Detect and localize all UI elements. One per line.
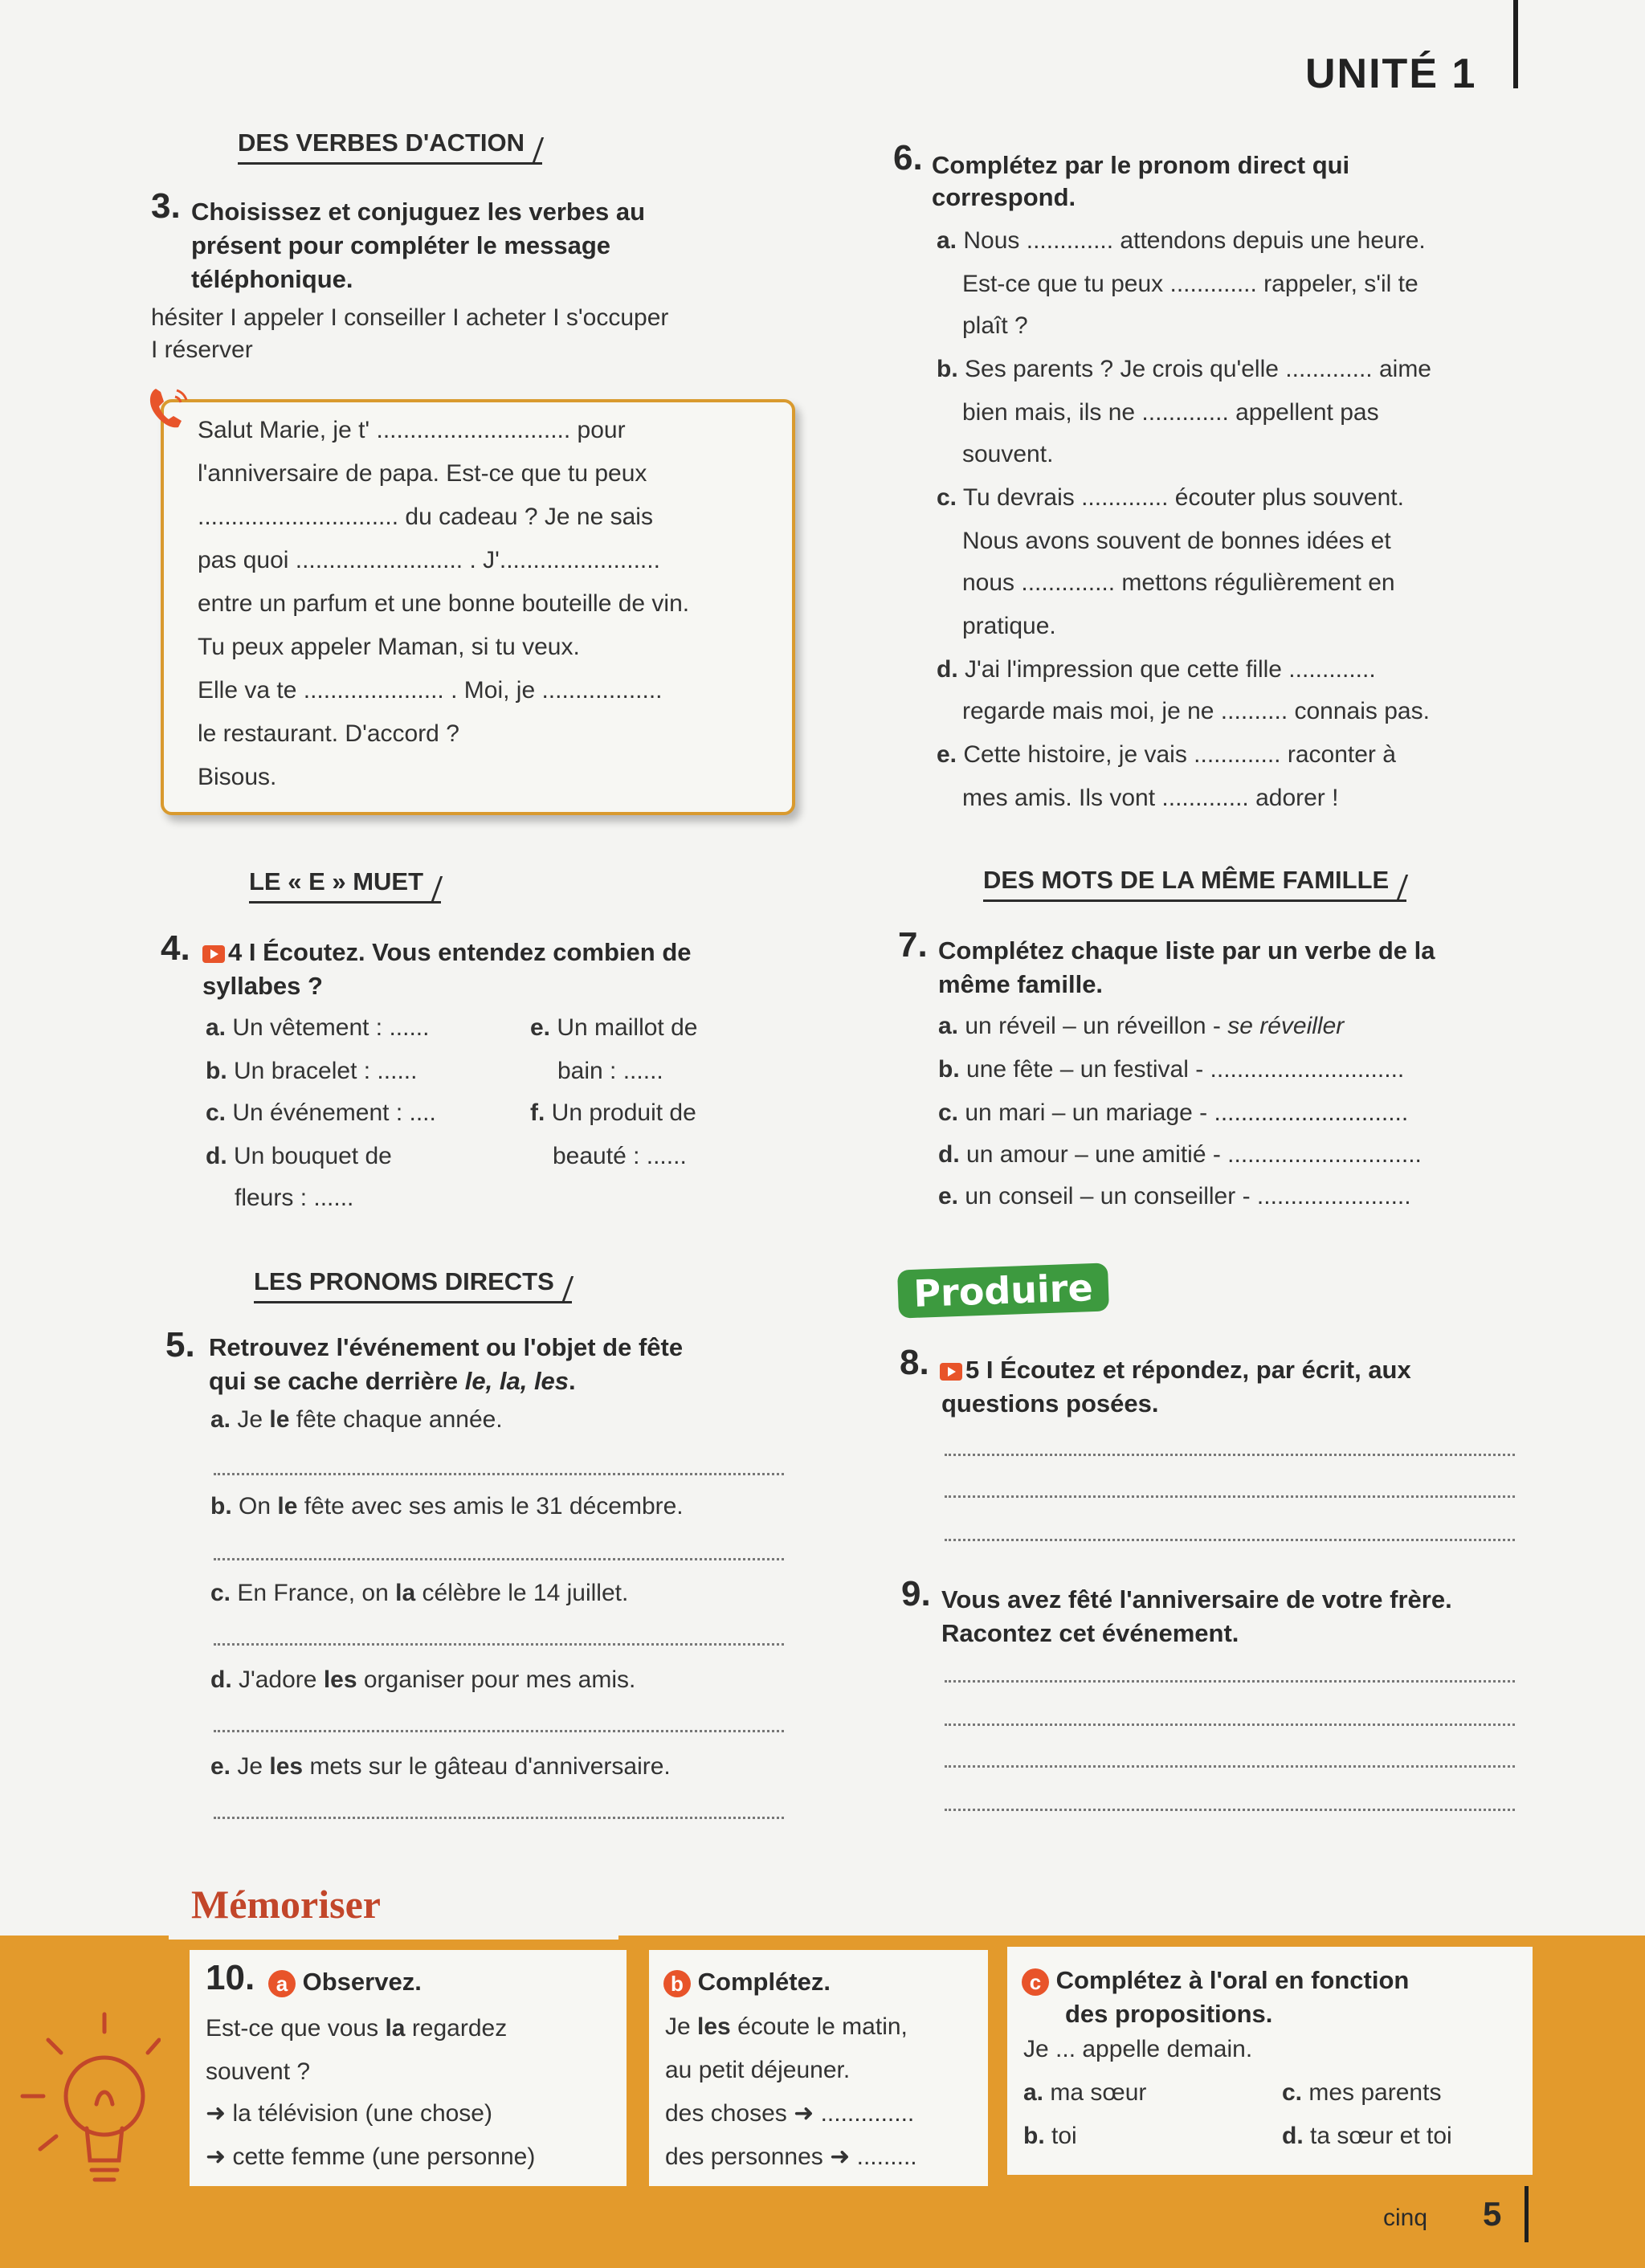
- ex6-line-4: b. Ses parents ? Je crois qu'elle ............. aime: [937, 356, 1431, 382]
- ex9-answer-line-1[interactable]: [945, 1680, 1515, 1683]
- ex4-item-c: c. Un événement : ....: [206, 1099, 436, 1126]
- badge-a: a: [268, 1970, 296, 1997]
- section-verbes-action: DES VERBES D'ACTION: [238, 128, 542, 165]
- audio-icon[interactable]: [202, 945, 225, 963]
- ex6-line-10: pratique.: [962, 613, 1056, 639]
- card-a-line-2: souvent ?: [206, 2058, 311, 2085]
- ex8-number: 8.: [900, 1343, 929, 1382]
- ex4-track: 4: [228, 938, 243, 966]
- ex6-line-14: mes amis. Ils vont ............. adorer !: [962, 785, 1339, 811]
- ex3-verbs-1: hésiter I appeler I conseiller I acheter I s'occuper: [151, 304, 669, 331]
- ex4-item-e-cont: bain : ......: [557, 1058, 663, 1084]
- audio-icon[interactable]: [940, 1363, 962, 1381]
- ex5-title-2: qui se cache derrière le, la, les.: [209, 1367, 576, 1395]
- ex9-answer-line-4[interactable]: [945, 1809, 1515, 1811]
- card-c-option-d: d. ta sœur et toi: [1282, 2123, 1452, 2149]
- ex5-answer-line-c[interactable]: [214, 1643, 784, 1646]
- ex3-title-3: téléphonique.: [191, 265, 353, 293]
- ex8-answer-line-1[interactable]: [945, 1454, 1515, 1456]
- section-meme-famille: DES MOTS DE LA MÊME FAMILLE: [983, 866, 1406, 902]
- card-b-title: b Complétez.: [663, 1964, 831, 2000]
- ex6-line-2: Est-ce que tu peux ............. rappeler, s'il te: [962, 271, 1418, 297]
- card-c-title-1: c Complétez à l'oral en fonction: [1022, 1963, 1409, 1998]
- ex8-title-2: questions posées.: [941, 1389, 1159, 1418]
- card-b-line-3: des choses ➜ ..............: [665, 2100, 915, 2127]
- card-b-line-1: Je les écoute le matin,: [665, 2013, 908, 2040]
- card-b-line-2: au petit déjeuner.: [665, 2057, 851, 2083]
- badge-c: c: [1022, 1968, 1049, 1996]
- unit-title: UNITÉ 1: [1305, 51, 1477, 97]
- ex6-number: 6.: [893, 138, 923, 177]
- ex9-answer-line-2[interactable]: [945, 1723, 1515, 1726]
- ex3-title-1: Choisissez et conjuguez les verbes au: [191, 198, 646, 226]
- ex5-number: 5.: [165, 1325, 195, 1364]
- ex7-item-a: a. un réveil – un réveillon - se réveiller: [938, 1013, 1345, 1039]
- ex8-title-text: I Écoutez et répondez, par écrit, aux: [986, 1356, 1411, 1384]
- ex5-answer-line-e[interactable]: [214, 1817, 784, 1819]
- ex5-item-d: d. J'adore les organiser pour mes amis.: [210, 1666, 636, 1693]
- ex3-verbs-2: I réserver: [151, 337, 253, 363]
- produire-badge: Produire: [897, 1262, 1109, 1318]
- ex6-title-2: correspond.: [932, 183, 1076, 211]
- ex4-item-d: d. Un bouquet de: [206, 1143, 392, 1169]
- page-word: cinq: [1383, 2205, 1428, 2231]
- section-e-muet: LE « E » MUET: [249, 867, 441, 904]
- ex4-item-f: f. Un produit de: [530, 1099, 696, 1126]
- ex4-item-b: b. Un bracelet : ......: [206, 1058, 418, 1084]
- ex8-answer-line-2[interactable]: [945, 1495, 1515, 1498]
- ex4-title-text: I Écoutez. Vous entendez combien de: [248, 938, 692, 966]
- badge-b: b: [663, 1970, 691, 1997]
- ex8-track: 5: [965, 1356, 980, 1384]
- ex4-item-a: a. Un vêtement : ......: [206, 1014, 430, 1041]
- card-a-title: a Observez.: [268, 1964, 422, 2000]
- ex3-title-2: présent pour compléter le message: [191, 231, 611, 259]
- ex10-number: 10.: [206, 1958, 255, 1997]
- ex6-line-6: souvent.: [962, 441, 1054, 467]
- ex4-item-f-cont: beauté : ......: [553, 1143, 687, 1169]
- ex4-title-2: syllabes ?: [202, 972, 323, 1000]
- ex6-line-7: c. Tu devrais ............. écouter plus souvent.: [937, 484, 1404, 511]
- ex6-line-12: regarde mais moi, je ne .......... connais pas.: [962, 698, 1430, 724]
- ex5-answer-line-a[interactable]: [214, 1473, 784, 1475]
- message-line-8: le restaurant. D'accord ?: [198, 720, 459, 747]
- card-b-line-4: des personnes ➜ .........: [665, 2144, 917, 2170]
- ex4-title-1: [202, 935, 692, 970]
- ex9-title-2: Racontez cet événement.: [941, 1619, 1239, 1647]
- ex5-answer-line-b[interactable]: [214, 1558, 784, 1560]
- ex5-title-1: Retrouvez l'événement ou l'objet de fête: [209, 1333, 684, 1361]
- ex7-title-2: même famille.: [938, 970, 1104, 998]
- card-c-option-a: a. ma sœur: [1023, 2079, 1147, 2106]
- ex7-item-c: c. un mari – un mariage - .............................: [938, 1099, 1409, 1126]
- ex5-item-b: b. On le fête avec ses amis le 31 décembre.: [210, 1493, 684, 1519]
- ex5-item-a: a. Je le fête chaque année.: [210, 1406, 503, 1433]
- message-line-2: l'anniversaire de papa. Est-ce que tu peux: [198, 460, 647, 487]
- ex6-title-1: Complétez par le pronom direct qui: [932, 151, 1350, 179]
- card-c-line-1: Je ... appelle demain.: [1023, 2036, 1253, 2062]
- ex8-answer-line-3[interactable]: [945, 1539, 1515, 1541]
- ex9-answer-line-3[interactable]: [945, 1765, 1515, 1768]
- card-a-line-3: ➜ la télévision (une chose): [206, 2100, 492, 2127]
- ex6-line-13: e. Cette histoire, je vais ............. raconter à: [937, 741, 1396, 768]
- ex8-title-1: [940, 1352, 1411, 1388]
- ex7-title-1: Complétez chaque liste par un verbe de la: [938, 936, 1435, 965]
- ex9-title-1: Vous avez fêté l'anniversaire de votre frère.: [941, 1585, 1452, 1613]
- ex9-number: 9.: [901, 1574, 931, 1613]
- message-line-4: pas quoi ......................... . J'........................: [198, 547, 660, 573]
- card-c-option-c: c. mes parents: [1282, 2079, 1442, 2106]
- section-pronoms-directs: LES PRONOMS DIRECTS: [254, 1267, 572, 1303]
- ex4-item-e: e. Un maillot de: [530, 1014, 698, 1041]
- ex7-item-d: d. un amour – une amitié - .............................: [938, 1141, 1422, 1168]
- ex7-item-b: b. une fête – un festival - .............................: [938, 1056, 1405, 1083]
- card-a-line-1: Est-ce que vous la regardez: [206, 2015, 508, 2042]
- message-line-3: .............................. du cadeau ? Je ne sais: [198, 504, 653, 530]
- card-c-title-2: des propositions.: [1065, 2000, 1273, 2028]
- ex5-item-e: e. Je les mets sur le gâteau d'anniversaire.: [210, 1753, 671, 1780]
- ex6-line-9: nous .............. mettons régulièrement en: [962, 569, 1395, 596]
- page-number: 5: [1483, 2195, 1502, 2233]
- ex4-number: 4.: [161, 928, 190, 968]
- ex6-line-5: bien mais, ils ne ............. appellent pas: [962, 399, 1379, 426]
- footer-rule: [1525, 2186, 1529, 2242]
- ex5-item-c: c. En France, on la célèbre le 14 juillet.: [210, 1580, 629, 1606]
- message-line-5: entre un parfum et une bonne bouteille de vin.: [198, 590, 690, 617]
- ex6-line-3: plaît ?: [962, 312, 1028, 339]
- ex3-number: 3.: [151, 186, 181, 226]
- card-a-line-4: ➜ cette femme (une personne): [206, 2144, 536, 2170]
- phone-icon: [145, 384, 193, 432]
- ex6-line-1: a. Nous ............. attendons depuis une heure.: [937, 227, 1426, 254]
- ex6-line-11: d. J'ai l'impression que cette fille .............: [937, 656, 1376, 683]
- message-line-9: Bisous.: [198, 764, 277, 790]
- ex7-item-e: e. un conseil – un conseiller - .......................: [938, 1183, 1411, 1209]
- card-c-option-b: b. toi: [1023, 2123, 1077, 2149]
- ex4-item-d-cont: fleurs : ......: [235, 1185, 354, 1211]
- message-line-6: Tu peux appeler Maman, si tu veux.: [198, 634, 580, 660]
- ex7-number: 7.: [898, 925, 928, 965]
- top-rule: [1513, 0, 1518, 88]
- ex6-line-8: Nous avons souvent de bonnes idées et: [962, 528, 1391, 554]
- message-line-7: Elle va te ..................... . Moi, je ..................: [198, 677, 663, 704]
- memoriser-title: Mémoriser: [191, 1882, 381, 1927]
- lightbulb-icon: [16, 2008, 161, 2209]
- ex5-answer-line-d[interactable]: [214, 1730, 784, 1732]
- message-line-1: Salut Marie, je t' ............................. pour: [198, 417, 626, 443]
